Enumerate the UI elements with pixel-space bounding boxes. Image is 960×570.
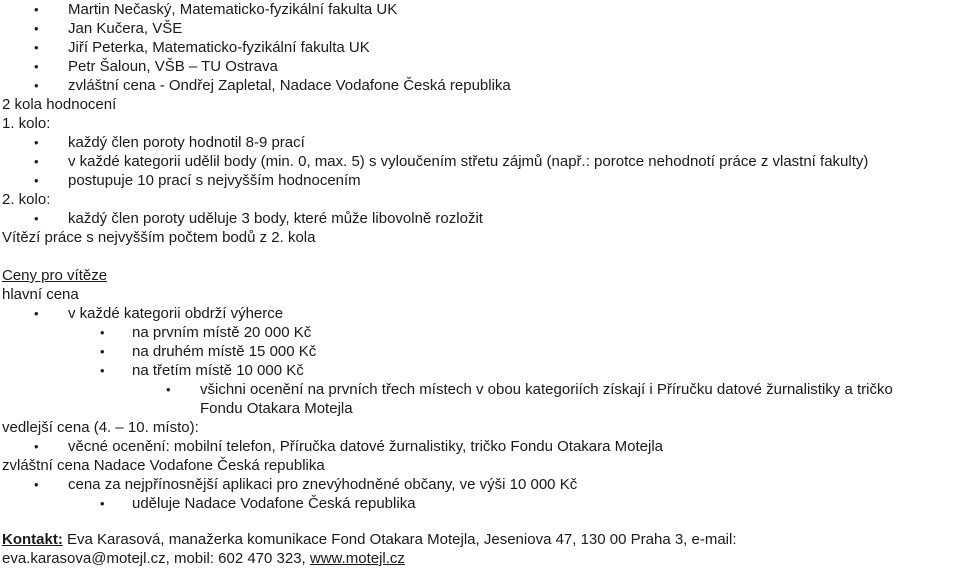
contact-details: eva.karasova@motejl.cz, mobil: 602 470 323, [2,550,310,567]
bullet: • [34,439,39,454]
jury-member: zvláštní cena - Ondřej Zapletal, Nadace Vodafone Česká republika [68,77,511,94]
bullet: • [34,477,39,492]
bullet: • [34,211,39,226]
document-page: • Martin Nečaský, Matematicko-fyzikální fakulta UK • Jan Kučera, VŠE • Jiří Peterka, Matematicko-fyzikální fakulta UK • Petr Šaloun, VŠB – TU Ostrava • zvláštní cena - Ondřej Zapletal, Nadace Vodafone Česká republika 2 kola hodnocení 1. kolo: • každý člen poroty hodnotil 8-9 prací • v každé kategorii udělil body (min. 0, max. 5) s vyloučením střetu zájmů (např.: porotce nehodnotí práce z vlastní fakulty) • postupuje 10 prací s nejvyšším hodnocením 2. kolo: • každý člen poroty uděluje 3 body, které může libovolně rozložit Vítězí práce s nejvyšším počtem bodů z 2. kola Ceny pro vítěze hlavní cena • v každé kategorii obdrží výherce • na prvním místě 20 000 Kč • na druhém místě 15 000 Kč • na třetím místě 10 000 Kč • všichni ocenění na prvních třech místech v obou kategoriích získají i Příručku datové žurnalistiky a tričko Fondu Otakara Motejla vedlejší cena (4. – 10. místo): • věcné ocenění: mobilní telefon, Příručka datové žurnalistiky, tričko Fondu Otakara Motejla zvláštní cena Nadace Vodafone Česká republika • cena za nejpřínosnější aplikaci pro znevýhodněné občany, ve výši 10 000 Kč • uděluje Nadace Vodafone Česká republika Kontakt: Eva Karasová, manažerka komunikace Fond Otakara Motejla, Jeseniova 47, 130 00 Praha 3, e-mail: eva.karasova@motejl.cz, mobil: 602 470 323, www.motejl.cz [2,1,893,567]
website-link[interactable]: www.motejl.cz [309,550,405,567]
contact-label: Kontakt: [2,531,63,548]
jury-member: Martin Nečaský, Matematicko-fyzikální fakulta UK [68,1,398,18]
bullet: • [34,78,39,93]
contact-text: Eva Karasová, manažerka komunikace Fond Otakara Motejla, Jeseniova 47, 130 00 Praha 3, e-mail: [62,531,737,548]
jury-member: Jiří Peterka, Matematicko-fyzikální fakulta UK [68,39,370,56]
bullet: • [34,154,39,169]
bullet: • [100,325,105,340]
bullet: • [100,344,105,359]
bullet: • [34,40,39,55]
bullet: • [34,173,39,188]
bullet: • [100,496,105,511]
bullet: • [34,59,39,74]
bullet: • [34,306,39,321]
bullet: • [34,2,39,17]
bullet: • [34,135,39,150]
bullet: • [34,21,39,36]
bullet: • [166,382,171,397]
jury-member: Petr Šaloun, VŠB – TU Ostrava [68,58,278,75]
jury-member: Jan Kučera, VŠE [68,20,183,37]
bullet: • [100,363,105,378]
